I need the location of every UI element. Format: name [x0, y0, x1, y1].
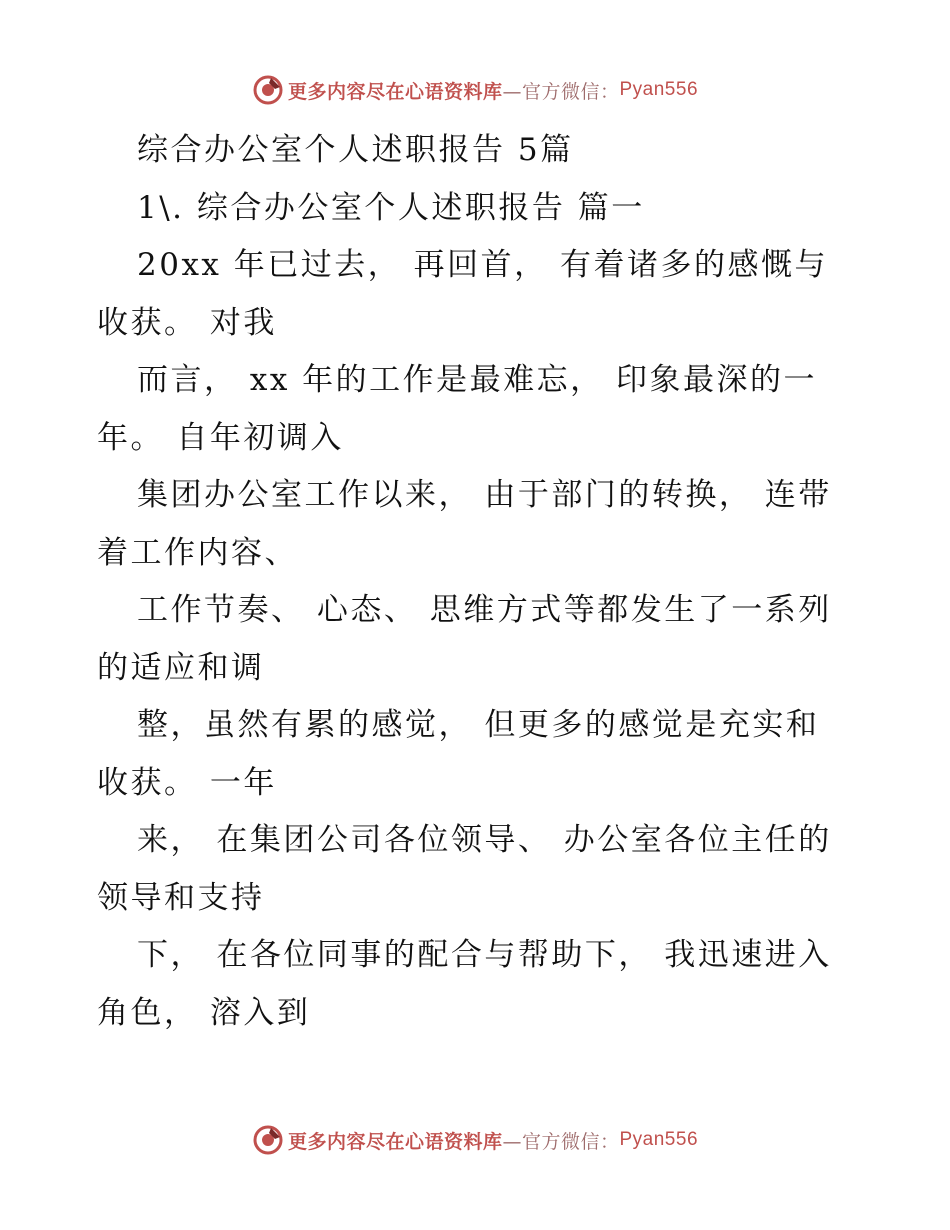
text-line: 集团办公室工作以来， 由于部门的转换， 连带: [137, 477, 832, 513]
text-line: 来， 在集团公司各位领导、 办公室各位主任的: [137, 822, 832, 858]
watermark-sub-text: —官方微信：: [502, 1130, 620, 1153]
text-line: 工作节奏、 心态、 思维方式等都发生了一系列: [137, 592, 832, 628]
document-title: 综合办公室个人述职报告 5篇: [137, 132, 574, 168]
text-line: 而言， xx 年的工作是最难忘， 印象最深的一: [137, 362, 818, 398]
text-line: 收获。 一年: [97, 764, 277, 801]
text-line: 20xx 年已过去， 再回首， 有着诸多的感慨与: [137, 247, 828, 283]
watermark-sub-text: —官方微信：: [502, 80, 620, 103]
document-body: [97, 122, 857, 1042]
header-watermark: [0, 70, 950, 110]
text-line: 着工作内容、: [97, 534, 298, 571]
brand-logo-icon: [252, 74, 284, 106]
watermark-main-text: 更多内容尽在心语资料库: [287, 80, 503, 103]
text-line: 整，虽然有累的感觉， 但更多的感觉是充实和: [137, 707, 820, 743]
text-line: 角色， 溶入到: [97, 994, 311, 1031]
text-line: 年。 自年初调入: [97, 419, 344, 456]
watermark-wechat-id: Pyan556: [619, 79, 699, 100]
text-line: 的适应和调: [97, 649, 265, 686]
text-line: 收获。 对我: [97, 304, 277, 341]
brand-logo-icon: [252, 1124, 284, 1156]
text-line: 领导和支持: [97, 879, 265, 916]
text-line: 下， 在各位同事的配合与帮助下， 我迅速进入: [137, 937, 832, 973]
footer-watermark: [0, 1120, 950, 1160]
watermark-main-text: 更多内容尽在心语资料库: [287, 1130, 503, 1153]
section-heading: 1\. 综合办公室个人述职报告 篇一: [137, 189, 645, 226]
watermark-wechat-id: Pyan556: [619, 1129, 699, 1150]
